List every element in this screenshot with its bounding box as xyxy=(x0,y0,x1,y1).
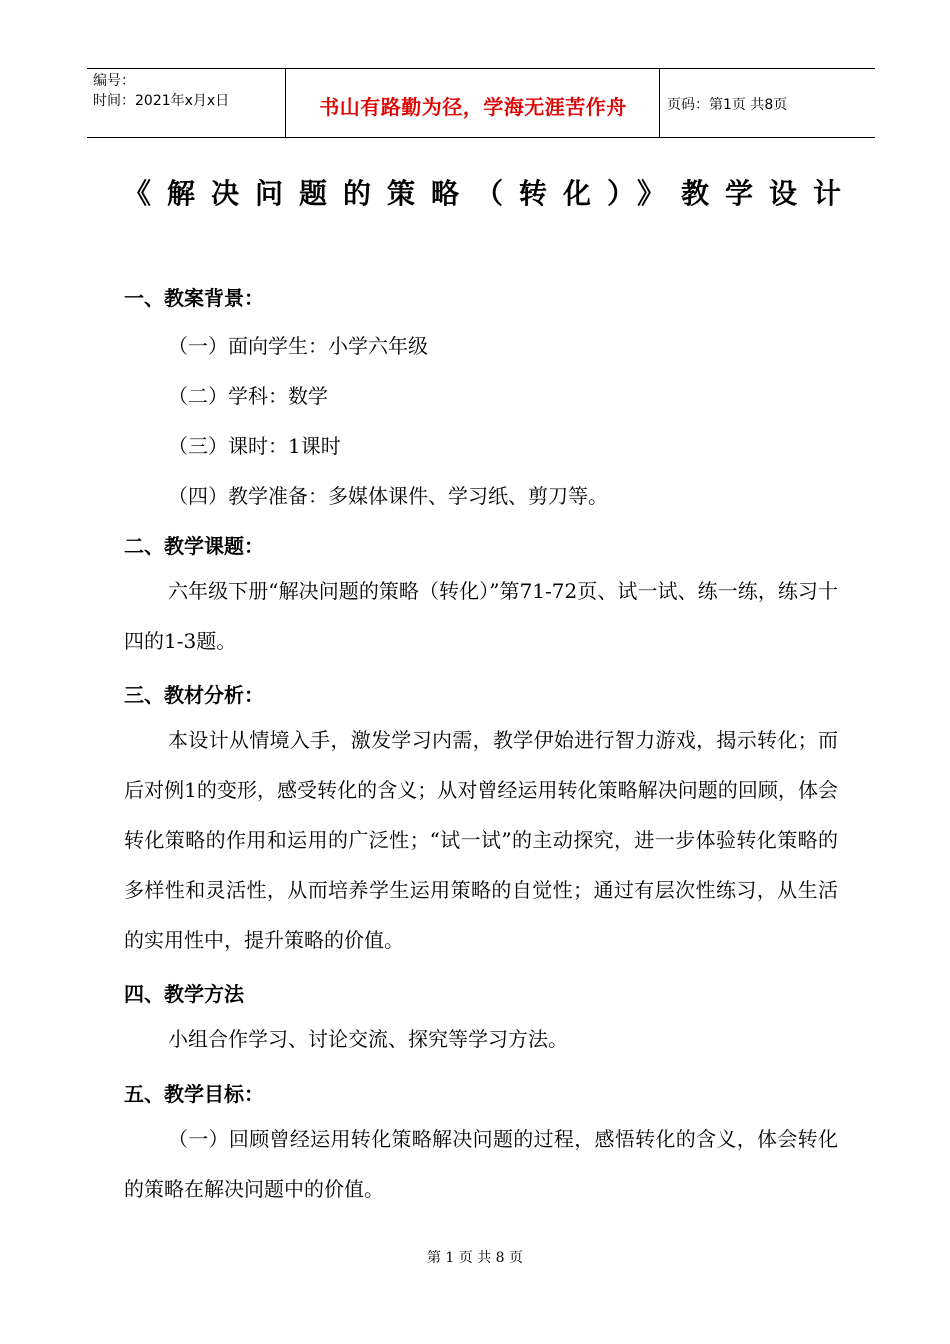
header-divider xyxy=(285,69,286,137)
paragraph-methods: 小组合作学习、讨论交流、探究等学习方法。 xyxy=(168,1027,568,1051)
list-item: （一）面向学生：小学六年级 xyxy=(168,334,428,358)
section-heading-goals: 五、教学目标： xyxy=(124,1082,264,1106)
paragraph-topic: 六年级下册“解决问题的策略（转化）”第71-72页、试一试、练一练，练习十四的1-3题。 xyxy=(124,579,838,653)
page-header xyxy=(87,68,875,138)
header-page-number: 页码：第1页 共8页 xyxy=(667,97,788,113)
section-heading-analysis: 三、教材分析： xyxy=(124,683,264,707)
document-number: 编号： xyxy=(93,73,135,89)
page-footer: 第 1 页 共 8 页 xyxy=(426,1250,524,1266)
list-item: （四）教学准备：多媒体课件、学习纸、剪刀等。 xyxy=(168,484,608,508)
section-heading-topic: 二、教学课题： xyxy=(124,534,264,558)
paragraph-analysis: 本设计从情境入手，激发学习内需，教学伊始进行智力游戏，揭示转化；而后对例1的变形，感受转化的含义；从对曾经运用转化策略解决问题的回顾，体会转化策略的作用和运用的广泛性；“试一试”的主动探究，进一步体验转化策略的多样性和灵活性，从而培养学生运用策略的自觉性；通过有层次性练习，从生活的实用性中，提升策略的价值。 xyxy=(124,728,838,952)
document-time: 时间：2021年x月x日 xyxy=(93,93,230,109)
header-motto: 书山有路勤为径，学海无涯苦作舟 xyxy=(319,95,627,119)
list-item: （二）学科：数学 xyxy=(168,384,328,408)
header-meta xyxy=(93,71,229,111)
paragraph-goals: （一）回顾曾经运用转化策略解决问题的过程，感悟转化的含义，体会转化的策略在解决问题中的价值。 xyxy=(124,1127,838,1201)
header-divider xyxy=(659,69,660,137)
list-item: （三）课时：1课时 xyxy=(168,434,341,458)
section-heading-background: 一、教案背景： xyxy=(124,286,264,310)
document-title: 《解决问题的策略（转化）》教学设计 xyxy=(122,177,857,210)
section-heading-methods: 四、教学方法 xyxy=(124,982,244,1006)
